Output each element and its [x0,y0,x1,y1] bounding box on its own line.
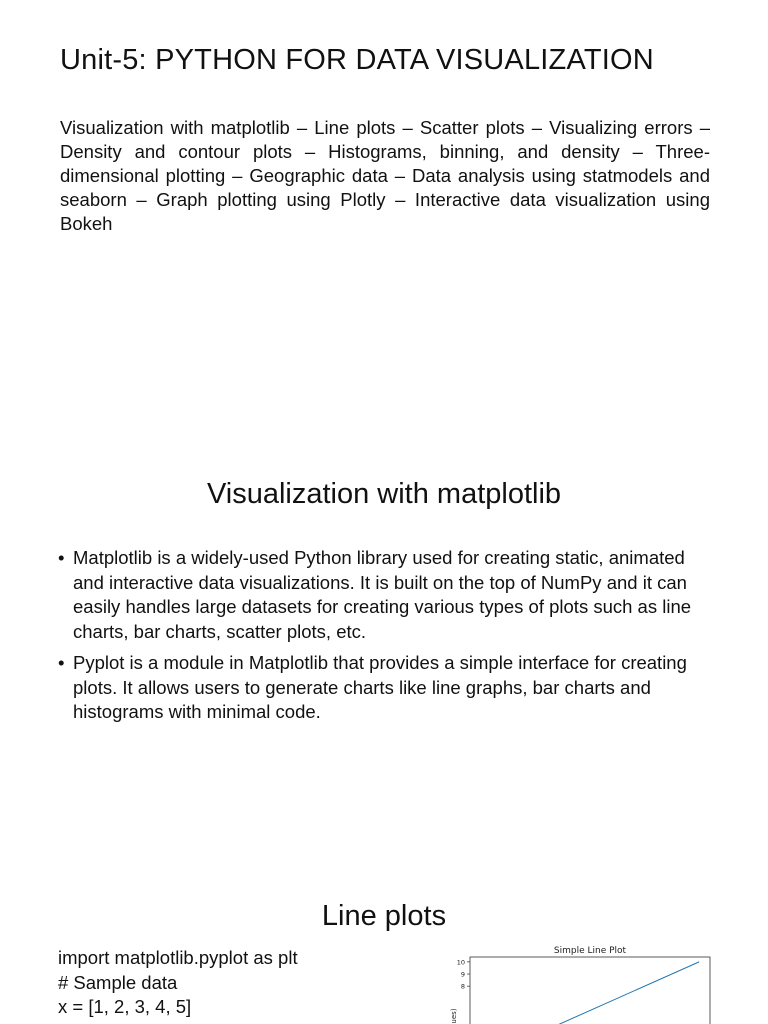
chart-ticks [457,958,470,990]
unit-description: Visualization with matplotlib – Line plots – Scatter plots – Visualizing errors – Density and contour plots – Histograms, binning, and density – Three-dimensional plotting – Geographic data – Data analysis using statmodels and seaborn – Graph plotting using Plotly – Interactive data visualization using Bokeh [60,117,710,234]
series-line [481,962,699,1024]
bullet-text: Matplotlib is a widely-used Python library used for creating static, animated and interactive data visualizations. It is built on the top of NumPy and it can easily handles large datasets for creating various types of plots such as line charts, bar charts, scatter plots, etc. [73,547,692,642]
matplotlib-heading: Visualization with matplotlib [206,478,562,510]
code-block [58,946,418,1020]
code-line: import matplotlib.pyplot as plt [58,947,298,968]
line-plot-svg [440,940,720,1024]
matplotlib-bullet-list [58,546,718,732]
chart-axes [470,957,710,1024]
chart-y-axis-label: ues) [450,1008,458,1024]
bullet-dot-icon: • [58,652,65,673]
y-tick-label: 9 [460,970,465,979]
y-tick-label: 10 [456,958,465,967]
bullet-text: Pyplot is a module in Matplotlib that provides a simple interface for creating plots. It allows users to generate charts like line graphs, bar charts and histograms with minimal code. [73,652,687,722]
bullet-item [58,651,718,725]
line-plot-chart [440,940,720,1024]
chart-title: Simple Line Plot [553,946,627,956]
chart-frame [470,957,710,1024]
chart-lines [481,962,699,1024]
code-line: x = [1, 2, 3, 4, 5] [58,996,192,1017]
bullet-dot-icon: • [58,547,65,568]
code-line: # Sample data [58,971,178,993]
bullet-item [58,546,718,644]
line-plots-heading: Line plots [321,900,447,932]
y-tick-label: 8 [460,982,465,991]
unit-title: Unit-5: PYTHON FOR DATA VISUALIZATION [60,44,654,76]
